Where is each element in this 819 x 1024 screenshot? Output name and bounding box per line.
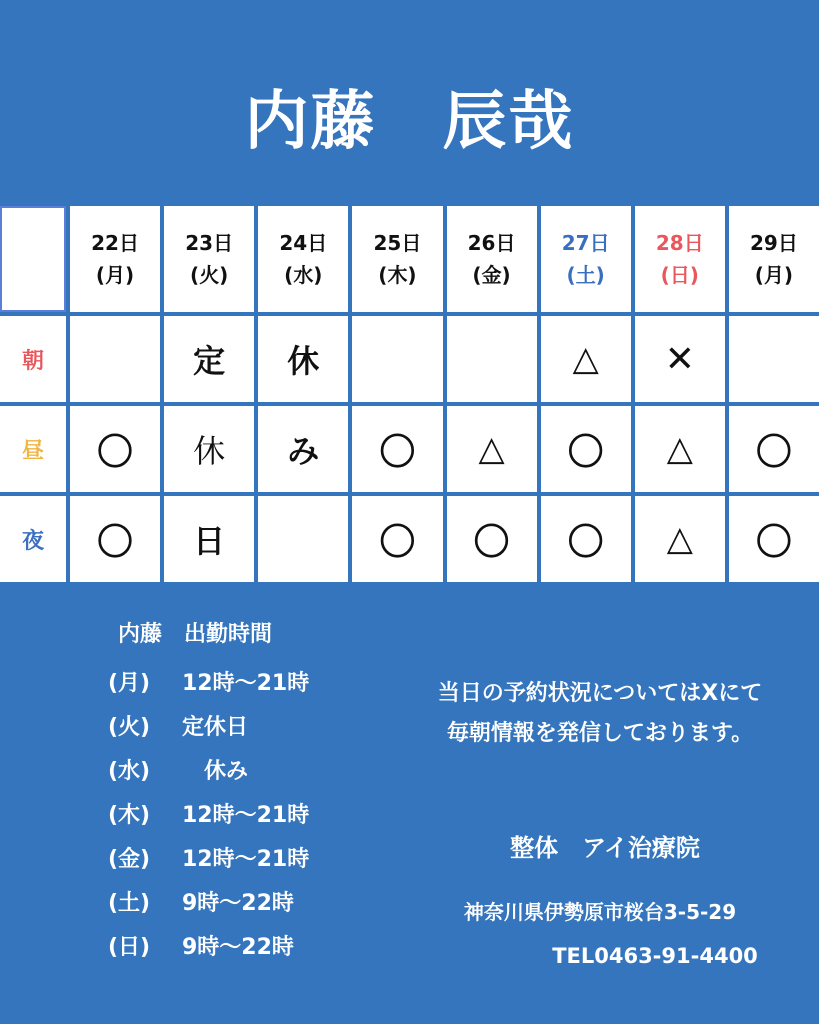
column-header (541, 206, 631, 312)
hours-row (108, 662, 378, 706)
clinic-tel: TEL0463-91-4400 (552, 944, 758, 968)
column-date: 28日 (655, 231, 704, 255)
column-weekday: (金) (472, 263, 511, 287)
column-date: 26日 (467, 231, 516, 255)
hours-day: (月) (108, 671, 151, 696)
column-weekday: (日) (660, 263, 699, 287)
column-header (729, 206, 819, 312)
hours-time: 休み (182, 759, 249, 784)
schedule-cell: ✕ (635, 316, 725, 402)
column-header (70, 206, 160, 312)
reservation-notice (395, 674, 805, 754)
schedule-cell: 定 (164, 316, 254, 402)
schedule-cell (70, 316, 160, 402)
schedule-cell (352, 316, 442, 402)
hours-day: (金) (108, 847, 151, 872)
work-hours-title: 内藤 出勤時間 (118, 622, 273, 647)
schedule-cell: み (258, 406, 348, 492)
schedule-cell: 〇 (70, 406, 160, 492)
hours-row (108, 926, 378, 970)
hours-row (108, 794, 378, 838)
column-weekday: (月) (95, 263, 135, 287)
hours-time: 定休日 (182, 715, 249, 740)
column-header (447, 206, 537, 312)
work-hours (108, 618, 378, 970)
notice-line-1: 当日の予約状況についてはXにて (437, 681, 763, 706)
column-date: 23日 (185, 231, 234, 255)
schedule-cell: 〇 (729, 406, 819, 492)
schedule-cell: 〇 (541, 406, 631, 492)
hours-time: 12時〜21時 (182, 803, 310, 828)
schedule-cell: 〇 (70, 496, 160, 582)
clinic-address: 神奈川県伊勢原市桜台3-5-29 (463, 900, 737, 924)
hours-row (108, 706, 378, 750)
schedule-cell: 〇 (352, 406, 442, 492)
hours-day: (土) (108, 891, 151, 916)
hours-time: 9時〜22時 (182, 891, 294, 916)
hours-day: (火) (108, 715, 151, 740)
column-date: 27日 (561, 231, 610, 255)
column-weekday: (水) (284, 263, 323, 287)
table-corner (0, 206, 66, 312)
column-weekday: (火) (190, 263, 229, 287)
schedule-cell: △ (635, 496, 725, 582)
column-header (258, 206, 348, 312)
schedule-cell: 日 (164, 496, 254, 582)
schedule-cell: 〇 (447, 496, 537, 582)
column-header (352, 206, 442, 312)
page-title: 内藤 辰哉 (244, 85, 575, 159)
schedule-cell: 〇 (541, 496, 631, 582)
hours-time: 12時〜21時 (182, 671, 310, 696)
schedule-table (0, 206, 819, 570)
hours-row (108, 750, 378, 794)
column-header (164, 206, 254, 312)
hours-time: 12時〜21時 (182, 847, 310, 872)
schedule-cell: 休 (258, 316, 348, 402)
schedule-cell (258, 496, 348, 582)
schedule-cell: 〇 (729, 496, 819, 582)
column-date: 22日 (91, 231, 139, 255)
hours-day: (日) (108, 935, 151, 960)
row-label: 朝 (0, 316, 66, 402)
schedule-cell: △ (447, 406, 537, 492)
schedule-cell (729, 316, 819, 402)
column-header (635, 206, 725, 312)
schedule-cell: 休 (164, 406, 254, 492)
hours-row (108, 838, 378, 882)
row-label: 夜 (0, 496, 66, 582)
column-date: 29日 (750, 231, 798, 255)
clinic-name: 整体 アイ治療院 (510, 834, 700, 862)
notice-line-2: 毎朝情報を発信しております。 (446, 721, 754, 746)
column-weekday: (木) (378, 263, 417, 287)
column-date: 25日 (373, 231, 422, 255)
hours-row (108, 882, 378, 926)
column-weekday: (土) (566, 263, 605, 287)
schedule-cell: △ (541, 316, 631, 402)
column-weekday: (月) (754, 263, 794, 287)
column-date: 24日 (279, 231, 328, 255)
schedule-cell: △ (635, 406, 725, 492)
hours-day: (水) (108, 759, 151, 784)
schedule-cell: 〇 (352, 496, 442, 582)
hours-day: (木) (108, 803, 151, 828)
schedule-cell (447, 316, 537, 402)
hours-time: 9時〜22時 (182, 935, 294, 960)
row-label: 昼 (0, 406, 66, 492)
